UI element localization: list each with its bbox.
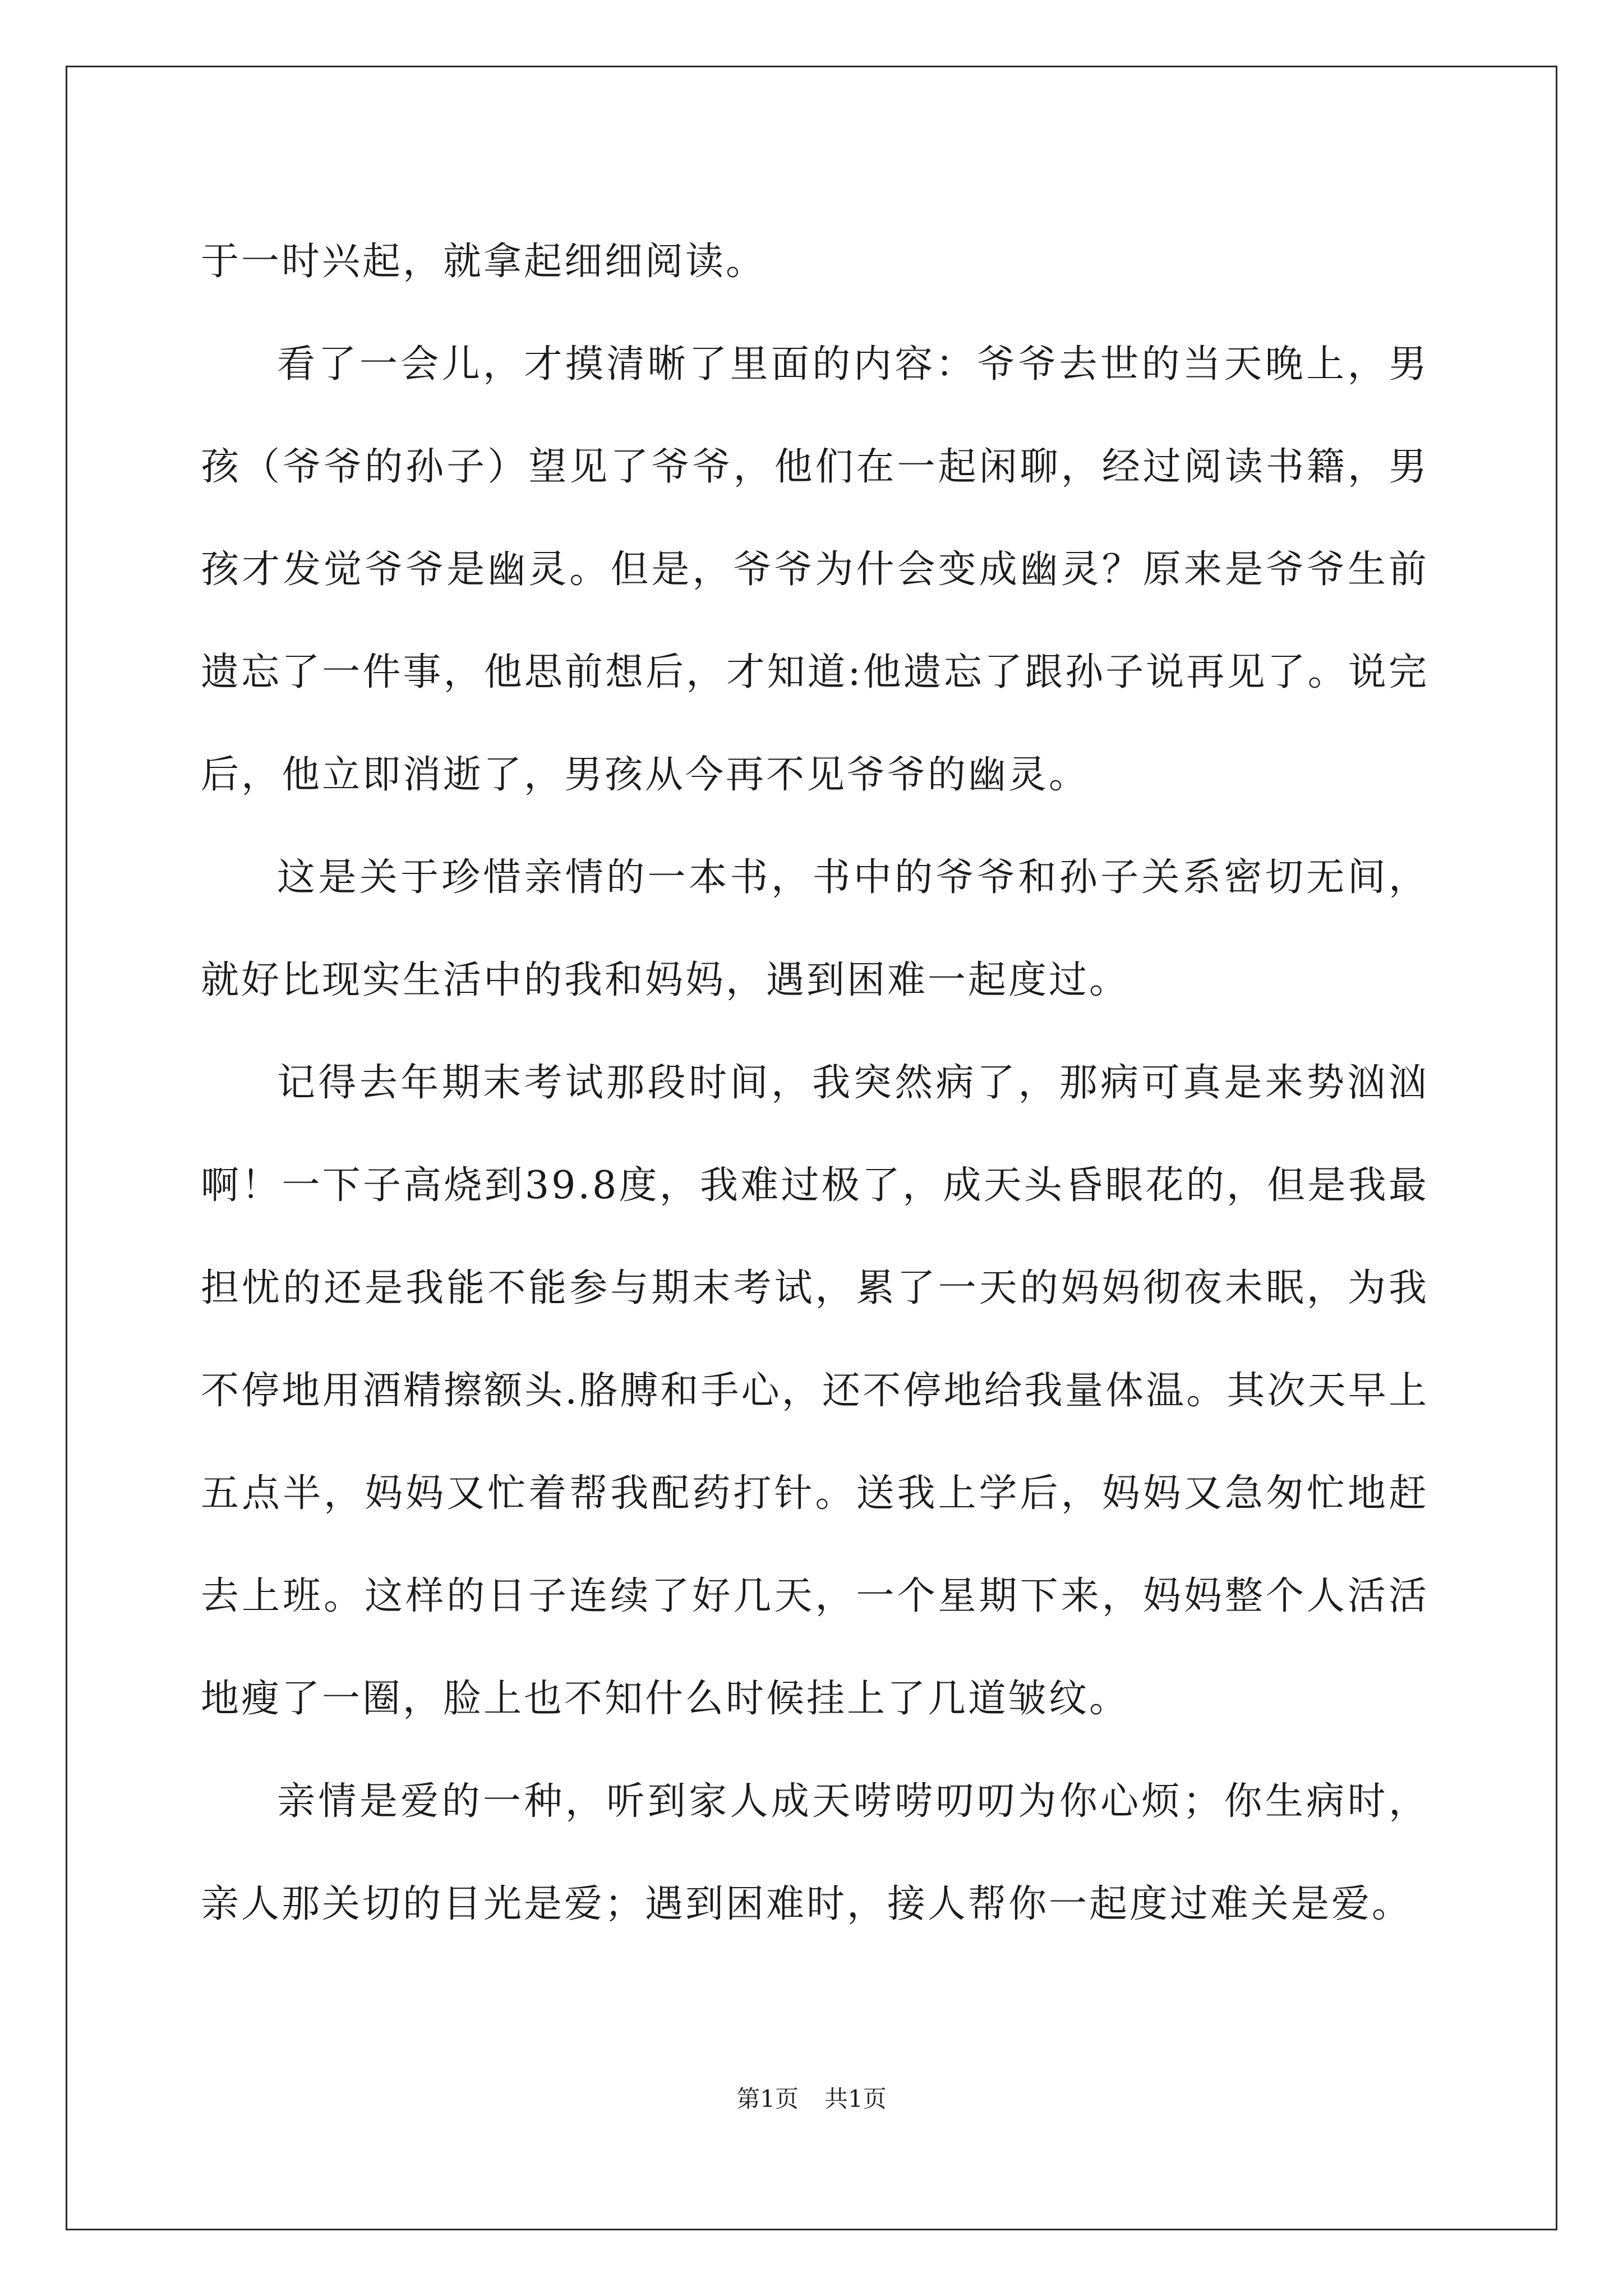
paragraph-1: 于一时兴起，就拿起细细阅读。 [201, 240, 767, 284]
paragraph-2: 看了一会儿，才摸清晰了里面的内容：爷爷去世的当天晚上，男孩（爷爷的孙子）望见了爷爷，他们在一起闲聊，经过阅读书籍，男孩才发觉爷爷是幽灵。但是，爷爷为什会变成幽灵？原来是爷爷生前遗忘了一件事，他思前想后，才知道:他遗忘了跟孙子说再见了。说完后，他立即消逝了，男孩从今再不见爷爷的幽灵。 [201, 342, 1429, 797]
document-body [201, 210, 1429, 1955]
paragraph-5: 亲情是爱的一种，听到家人成天唠唠叨叨为你心烦；你生病时，亲人那关切的目光是爱；遇到困难时，接人帮你一起度过难关是爱。 [201, 1779, 1429, 1926]
paragraph-4: 记得去年期末考试那段时间，我突然病了，那病可真是来势汹汹啊！一下子高烧到39.8度，我难过极了，成天头昏眼花的，但是我最担忧的还是我能不能参与期末考试，累了一天的妈妈彻夜未眠，为我不停地用酒精擦额头.胳膊和手心，还不停地给我量体温。其次天早上五点半，妈妈又忙着帮我配药打针。送我上学后，妈妈又急匆忙地赶去上班。这样的日子连续了好几天，一个星期下来，妈妈整个人活活地瘦了一圈，脸上也不知什么时候挂上了几道皱纹。 [201, 1061, 1429, 1721]
page-number: 第1页 [736, 2085, 799, 2113]
paragraph-3: 这是关于珍惜亲情的一本书，书中的爷爷和孙子关系密切无间，就好比现实生活中的我和妈妈，遇到困难一起度过。 [201, 855, 1429, 1002]
page-total: 共1页 [824, 2085, 887, 2113]
page-footer [0, 2082, 1623, 2116]
